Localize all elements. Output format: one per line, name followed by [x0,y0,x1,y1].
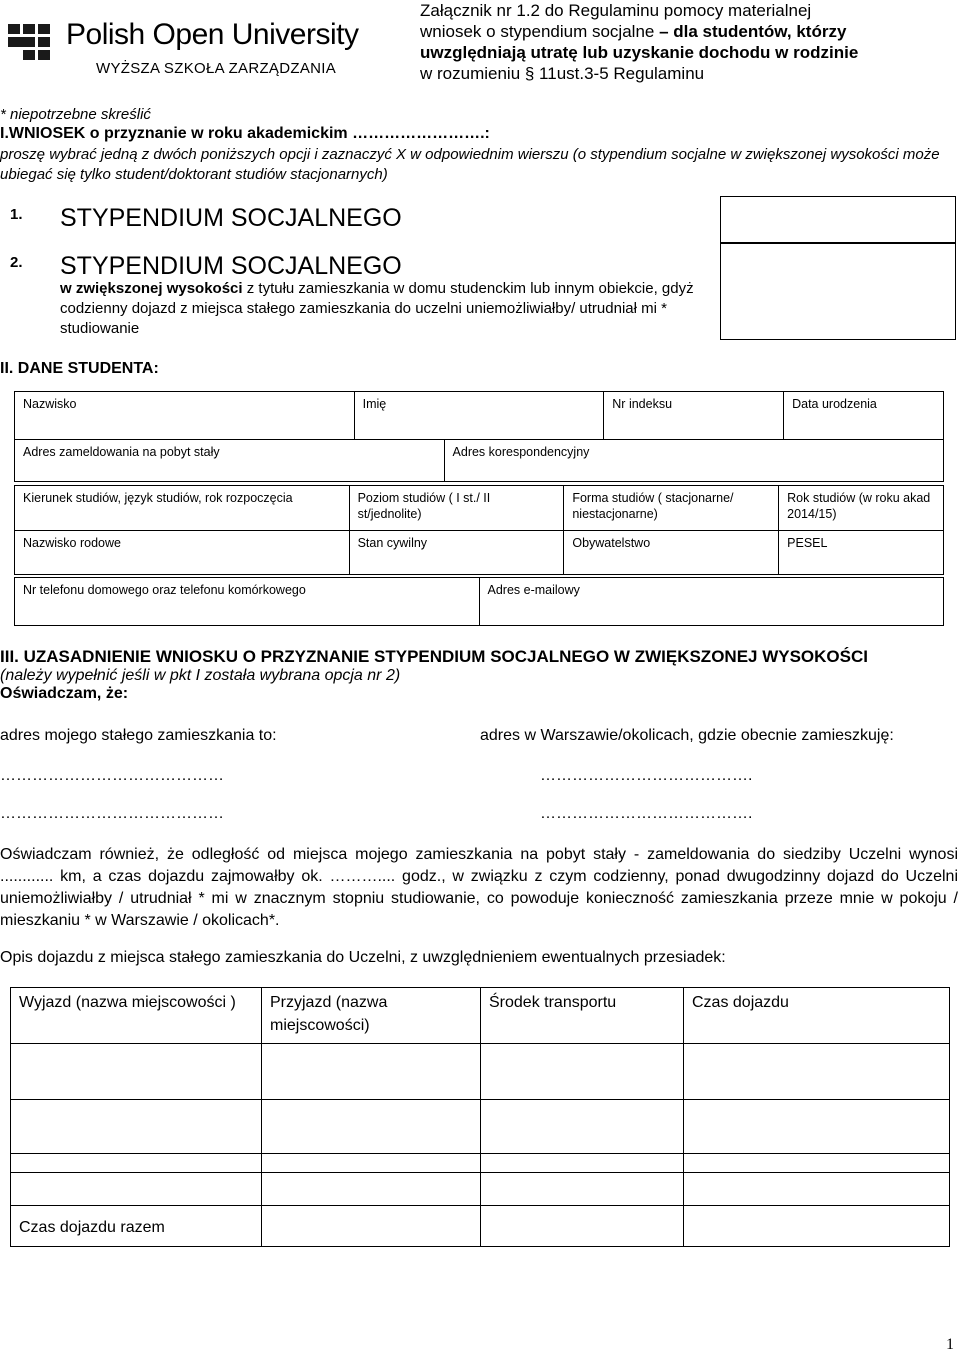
annex-line-2-bold: – dla studentów, którzy [659,22,847,41]
field-maiden-name[interactable]: Nazwisko rodowe [15,531,350,575]
commute-cell[interactable] [684,1100,950,1154]
distance-declaration: Oświadczam również, że odległość od miejsca mojego zamieszkania na pobyt stały - zameldowania do siedziby Uczelni wynosi ............ km, a czas dojazdu zajmowałby ok. ……….... godz., w związku z czym codzienny, ponad dwugodzinny dojazd do Uczelni uniemożliwiałby / utrudniał * mi w znacznym stopniu studiowanie, co powoduje konieczność zamieszkania przeze mnie w pokoju / mieszkaniu * w Warszawie / okolicach*. [0,846,958,929]
field-index-number[interactable]: Nr indeksu [604,392,784,440]
field-citizenship[interactable]: Obywatelstwo [564,531,779,575]
commute-header-arrival: Przyjazd (nazwa miejscowości) [262,988,481,1044]
field-permanent-address[interactable]: Adres zameldowania na pobyt stały [15,440,445,482]
commute-cell[interactable] [481,1154,684,1173]
page-number: 1 [946,1336,954,1353]
commute-cell[interactable] [684,1173,950,1206]
commute-total-label: Czas dojazdu razem [11,1206,262,1247]
student-data-row-5 [14,577,944,626]
field-pesel[interactable]: PESEL [779,531,944,575]
commute-cell[interactable] [481,1044,684,1100]
option-1-checkbox[interactable] [720,196,956,243]
commute-cell[interactable] [684,1044,950,1100]
field-study-field[interactable]: Kierunek studiów, język studiów, rok rozpoczęcia [15,486,350,531]
student-data-row-2 [14,439,944,482]
annex-line-3 [420,42,950,63]
option-2-description [60,279,700,339]
declaration-heading: Oświadczam, że: [0,685,129,702]
commute-total-cell[interactable] [684,1206,950,1247]
logo-subtitle: WYŻSZA SZKOŁA ZARZĄDZANIA [96,60,337,77]
commute-header-departure: Wyjazd (nazwa miejscowości ) [11,988,262,1044]
warsaw-address-line-2[interactable]: …………………………………. [540,805,753,822]
commute-header-time: Czas dojazdu [684,988,950,1044]
annex-header [420,0,950,84]
commute-table [10,987,950,1247]
field-marital-status[interactable]: Stan cywilny [349,531,564,575]
section-1-instruction: proszę wybrać jedną z dwóch poniższych opcji i zaznaczyć X w odpowiednim wierszu (o stypendium socjalne w zwiększonej wysokości może ubiegać się tylko student/doktorant studiów stacjonarnych) [0,146,940,183]
section-2-title: II. DANE STUDENTA: [0,360,159,377]
commute-intro: Opis dojazdu z miejsca stałego zamieszkania do Uczelni, z uwzględnieniem ewentualnych przesiadek: [0,949,726,966]
field-study-year[interactable]: Rok studiów (w roku akad 2014/15) [779,486,944,531]
student-data-row-1 [14,391,944,440]
field-first-name[interactable]: Imię [354,392,604,440]
annex-line-2-plain: wniosek o stypendium socjalne [420,22,660,41]
commute-cell[interactable] [262,1154,481,1173]
annex-line-2 [420,21,950,42]
commute-cell[interactable] [11,1154,262,1173]
section-3-subtitle: (należy wypełnić jeśli w pkt I została wybrana opcja nr 2) [0,667,401,684]
commute-total-cell[interactable] [262,1206,481,1247]
commute-cell[interactable] [481,1173,684,1206]
annex-line-3-bold: uwzględniają utratę lub uzyskanie dochodu w rodzinie [420,43,859,62]
commute-cell[interactable] [262,1044,481,1100]
commute-cell[interactable] [11,1044,262,1100]
commute-total-cell[interactable] [481,1206,684,1247]
option-1-number: 1. [10,206,23,223]
commute-cell[interactable] [481,1100,684,1154]
field-study-form[interactable]: Forma studiów ( stacjonarne/ niestacjonarne) [564,486,779,531]
permanent-address-line-1[interactable]: …………………………………… [0,767,224,784]
field-surname[interactable]: Nazwisko [15,392,355,440]
commute-header-transport: Środek transportu [481,988,684,1044]
commute-cell[interactable] [11,1100,262,1154]
permanent-address-line-2[interactable]: …………………………………… [0,805,224,822]
field-phone[interactable]: Nr telefonu domowego oraz telefonu komórkowego [15,578,480,626]
commute-cell[interactable] [684,1154,950,1173]
option-2-number: 2. [10,254,23,271]
logo-title: Polish Open University [66,18,359,51]
warsaw-address-label: adres w Warszawie/okolicach, gdzie obecnie zamieszkuję: [480,727,894,744]
field-birth-date[interactable]: Data urodzenia [784,392,944,440]
warsaw-address-line-1[interactable]: …………………………………. [540,767,753,784]
option-2-title: STYPENDIUM SOCJALNEGO [60,252,402,280]
student-data-row-3 [14,485,944,575]
annex-line-1: Załącznik nr 1.2 do Regulaminu pomocy materialnej [420,1,812,20]
commute-cell[interactable] [262,1173,481,1206]
university-logo-icon [8,24,52,60]
permanent-address-label: adres mojego stałego zamieszkania to: [0,727,277,744]
footnote-marker: * niepotrzebne skreślić [0,106,151,123]
option-2-rest: z tytułu zamieszkania w domu studenckim lub innym obiekcie, gdyż codzienny dojazd z miejsca stałego zamieszkania do uczelni uniemożliwiałby/ utrudniał mi * studiowanie [60,280,694,337]
option-2-bold: w zwiększonej wysokości [60,280,243,297]
section-3-title: III. UZASADNIENIE WNIOSKU O PRZYZNANIE STYPENDIUM SOCJALNEGO W ZWIĘKSZONEJ WYSOKOŚCI [0,647,868,666]
option-2-checkbox[interactable] [720,243,956,340]
field-email[interactable]: Adres e-mailowy [479,578,943,626]
section-1-title: I.WNIOSEK o przyznanie w roku akademickim …………………….: [0,125,490,142]
commute-cell[interactable] [262,1100,481,1154]
annex-line-4: w rozumieniu § 11ust.3-5 Regulaminu [420,64,705,83]
commute-cell[interactable] [11,1173,262,1206]
field-correspondence-address[interactable]: Adres korespondencyjny [444,440,943,482]
option-1-title: STYPENDIUM SOCJALNEGO [60,204,402,232]
field-study-level[interactable]: Poziom studiów ( I st./ II st/jednolite) [349,486,564,531]
